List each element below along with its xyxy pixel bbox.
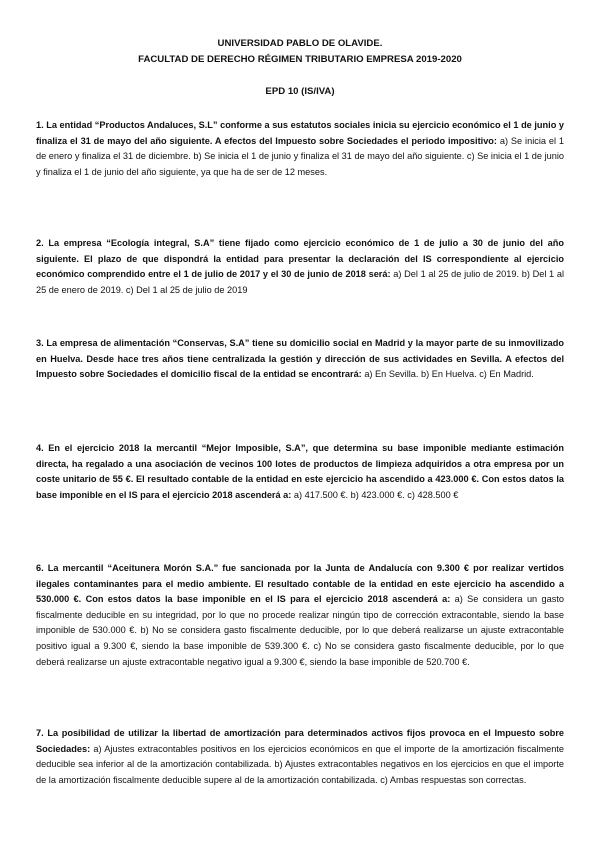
question-options: a) Del 1 al 25 de julio de 2019. b) Del 1 al 25 de enero de 2019. c) Del 1 al 25 de julio de 2019 [36,269,565,295]
epd-title: EPD 10 (IS/IVA) [265,86,335,97]
faculty-title: FACULTAD DE DERECHO RÉGIMEN TRIBUTARIO EMPRESA 2019-2020 [138,54,462,65]
question-4 [36,441,564,503]
question-stem: 6. La mercantil “Aceitunera Morón S.A.” fue sancionada por la Junta de Andalucía con 9.300 € por realizar vertidos ilegales contaminantes para el medio ambiente. El resultado contable de la entidad en este ejercicio ha ascendido a 530.000 €. Con estos datos la base imponible en el IS para el ejercicio 2018 ascenderá a: [36,563,564,605]
question-stem: 7. La posibilidad de utilizar la libertad de amortización para determinados activos fijos provoca en el Impuesto sobre Sociedades: [36,728,564,754]
question-options: a) 417.500 €. b) 423.000 €. c) 428.500 € [293,489,459,500]
question-options: a) Se inicia el 1 de enero y finaliza el 31 de diciembre. b) Se inicia el 1 de junio y finaliza el 31 de mayo del año siguiente. c) Se inicia el 1 de junio y finaliza el 1 de junio del año siguiente, ya que ha de ser de 12 meses. [36,135,564,177]
question-6 [36,561,564,670]
question-stem: 2. La empresa “Ecología integral, S.A” tiene fijado como ejercicio económico de 1 de julio a 30 de junio del año siguiente. El plazo de que dispondrá la entidad para presentar la declaración del IS correspondiente al ejercicio económico comprendido entre el 1 de julio de 2017 y el 30 de junio de 2018 será: [36,238,564,280]
university-title: UNIVERSIDAD PABLO DE OLAVIDE. [217,38,383,49]
question-7 [36,726,564,788]
question-2 [36,236,564,298]
question-stem: 4. En el ejercicio 2018 la mercantil “Mejor Imposible, S.A”, que determina su base imponible mediante estimación directa, ha regalado a una asociación de vecinos 100 lotes de productos de limpieza adquiridos a otra empresa por un coste unitario de 55 €. El resultado contable de la entidad en este ejercicio ha ascendido a 423.000 €. Con estos datos la base imponible en el IS para el ejercicio 2018 ascenderá a: [36,443,564,500]
question-options: a) Se considera un gasto fiscalmente deducible en su integridad, por lo que no procede realizar ningún tipo de corrección extracontable, siendo la base imponible de 530.000 €. b) No se considera gasto fiscalmente deducible, por lo que deberá realizarse un ajuste extracontable positivo igual a 9.300 €, siendo la base imponible de 539.300 €. c) No se considera gasto fiscalmente deducible, por lo que deberá realizarse un ajuste extracontable negativo igual a 9.300 €, siendo la base imponible de 520.700 €. [36,594,564,667]
question-1 [36,118,564,180]
question-options: a) En Sevilla. b) En Huelva. c) En Madrid. [364,369,534,380]
question-options: a) Ajustes extracontables positivos en los ejercicios económicos en que el importe de la amortización fiscalmente deducible sea inferior al de la amortización contabilizada. b) Ajustes extracontables negativos en los ejercicios en que el importe de la amortización fiscalmente deducible supere al de la amortización contabilizada. c) Ambas respuestas son correctas. [36,743,564,785]
document-page [36,36,565,785]
question-stem: 3. La empresa de alimentación “Conservas, S.A” tiene su domicilio social en Madrid y la mayor parte de su inmovilizado en Huelva. Desde hace tres años tiene centralizada la gestión y dirección de sus actividades en Sevilla. A efectos del Impuesto sobre Sociedades el domicilio fiscal de la entidad se encontrará: [36,338,564,380]
question-3 [36,336,564,383]
question-stem: 1. La entidad “Productos Andaluces, S.L” conforme a sus estatutos sociales inicia su ejercicio económico el 1 de junio y finaliza el 31 de mayo del año siguiente. A efectos del Impuesto sobre Sociedades el periodo impositivo: [36,120,564,146]
